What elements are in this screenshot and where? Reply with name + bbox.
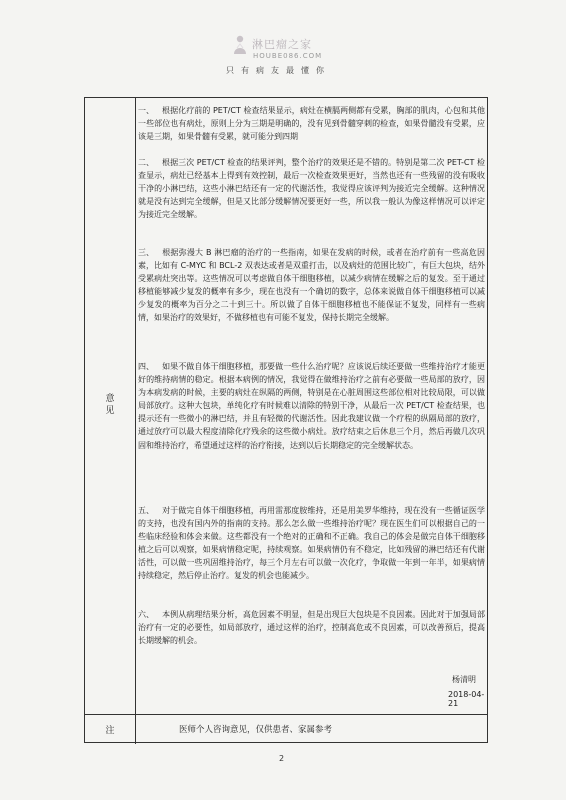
paragraph-text: 本例从病理结果分析，高危因素不明显，但是出现巨大包块是不良因素。因此对于加强局部治疗有一定的必要性，如局部放疗，通过这样的治疗，控制高危或不良因素，可以改善预后，提高长期缓解的机会。 <box>138 610 485 646</box>
paragraph-number: 四、 <box>138 362 154 371</box>
paragraph-number: 二、 <box>138 158 154 167</box>
note-row <box>85 714 487 743</box>
paragraph-text: 根据三次 PET/CT 检查的结果评判，整个治疗的效果还是不错的。特别是第二次 PET-CT 检查显示，病灶已经基本上得到有效控制，最后一次检查效果更好，当然也还有一些残留的没有吸收干净的小淋巴结，这些小淋巴结还有一定的代谢活性，我觉得应该评判为接近完全缓解。这种情况就是没有达到完全缓解，但是又比部分缓解情况要更好一些，所以我一般认为像这样情况可以评定为接近完全缓解。 <box>138 158 485 220</box>
page-number: 2 <box>279 754 285 763</box>
paragraph-4 <box>138 360 485 452</box>
paragraph-5 <box>138 504 485 583</box>
signature: 杨清明 <box>452 675 476 684</box>
paragraph-3 <box>138 246 485 325</box>
paragraph-2 <box>138 156 485 221</box>
paragraph-number: 一、 <box>138 106 154 115</box>
opinion-content <box>136 98 487 714</box>
label-column <box>85 98 136 742</box>
paragraph-text: 如果不做自体干细胞移植，那要做一些什么治疗呢？应该说后续还要做一些维持治疗才能更好的维持病情的稳定。根据本病例的情况，我觉得在做维持治疗之前有必要做一些局部的放疗，因为本病发病的时候，主要的病灶在纵隔的两侧，特别是在心脏周围这些部位相对比较局限，可以做局部放疗。这种大包块，单纯化疗有时候难以清除的特别干净，从最后一次 PET/CT 检查结果，也提示还有一些微小的淋巴结，并且有轻微的代谢活性。因此我建议做一个疗程的纵隔局部的放疗，通过放疗可以最大程度清除化疗残余的这些微小病灶。放疗结束之后休息三个月，然后再做几次巩固和维持治疗，希望通过这样的治疗衔接，达到以后长期稳定的完全缓解状态。 <box>138 362 485 450</box>
logo-url: HOUBE086.COM <box>253 52 323 60</box>
logo-slogan: 只有病友最懂你 <box>226 66 331 75</box>
paragraph-number: 三、 <box>138 248 154 257</box>
paragraph-text: 根据化疗前的 PET/CT 检查结果显示，病灶在横膈两侧都有受累，胸部的肌肉，心包和其他一些部位也有病灶，原则上分为三期是明确的，没有见到骨髓穿刺的检查，如果骨髓没有受累，应该是三期，如果骨髓有受累，就可能分到四期 <box>138 106 485 142</box>
paragraph-6 <box>138 608 485 647</box>
paragraph-text: 对于做完自体干细胞移植，再用雷那度胺维持，还是用美罗华维持，现在没有一些循证医学的支持，也没有国内外的指南的支持。那么怎么做一些维持治疗呢？现在医生们可以根据自己的一些临床经验和体会来做。这些都没有一个绝对的正确和不正确。我自己的体会是做完自体干细胞移植之后可以观察，如果病情稳定呢，持续观察。如果病情仍有不稳定，比如残留的淋巴结还有代谢活性，可以做一些巩固维持治疗，每三个月左右可以做一次化疗，争取做一年到一年半，如果病情持续稳定，然后停止治疗。复发的机会也能减少。 <box>138 506 485 581</box>
logo-icon <box>232 34 248 56</box>
paragraph-1 <box>138 104 485 143</box>
opinion-table <box>84 97 488 743</box>
logo-text: 淋巴瘤之家 <box>252 38 312 51</box>
signature-date: 2018-04-21 <box>448 690 485 708</box>
header <box>0 28 566 84</box>
opinion-label: 意见 <box>105 394 115 416</box>
note-label: 注 <box>85 715 136 744</box>
note-text: 医师个人咨询意见，仅供患者、家属参考 <box>179 725 333 735</box>
paragraph-number: 五、 <box>138 506 154 515</box>
paragraph-text: 根据弥漫大 B 淋巴瘤的治疗的一些指南，如果在发病的时候，或者在治疗前有一些高危因素，比如有 C-MYC 和 BCL-2 双表达或者是双重打击，以及病灶的范围比较广，有巨大包块，结外受累病灶突出等。这些情况可以考虑做自体干细胞移植，以减少病情在缓解之后的复发。至于通过移植能够减少复发的概率有多少，现在也没有一个确切的数字，总体来说做自体干细胞移植可以减少复发的概率为百分之二十到三十。所以做了自体干细胞移植也不能保证不复发，同样有一些病情，如果治疗的效果好，不做移植也有可能不复发，保持长期完全缓解。 <box>138 248 485 323</box>
paragraph-number: 六、 <box>138 610 154 619</box>
